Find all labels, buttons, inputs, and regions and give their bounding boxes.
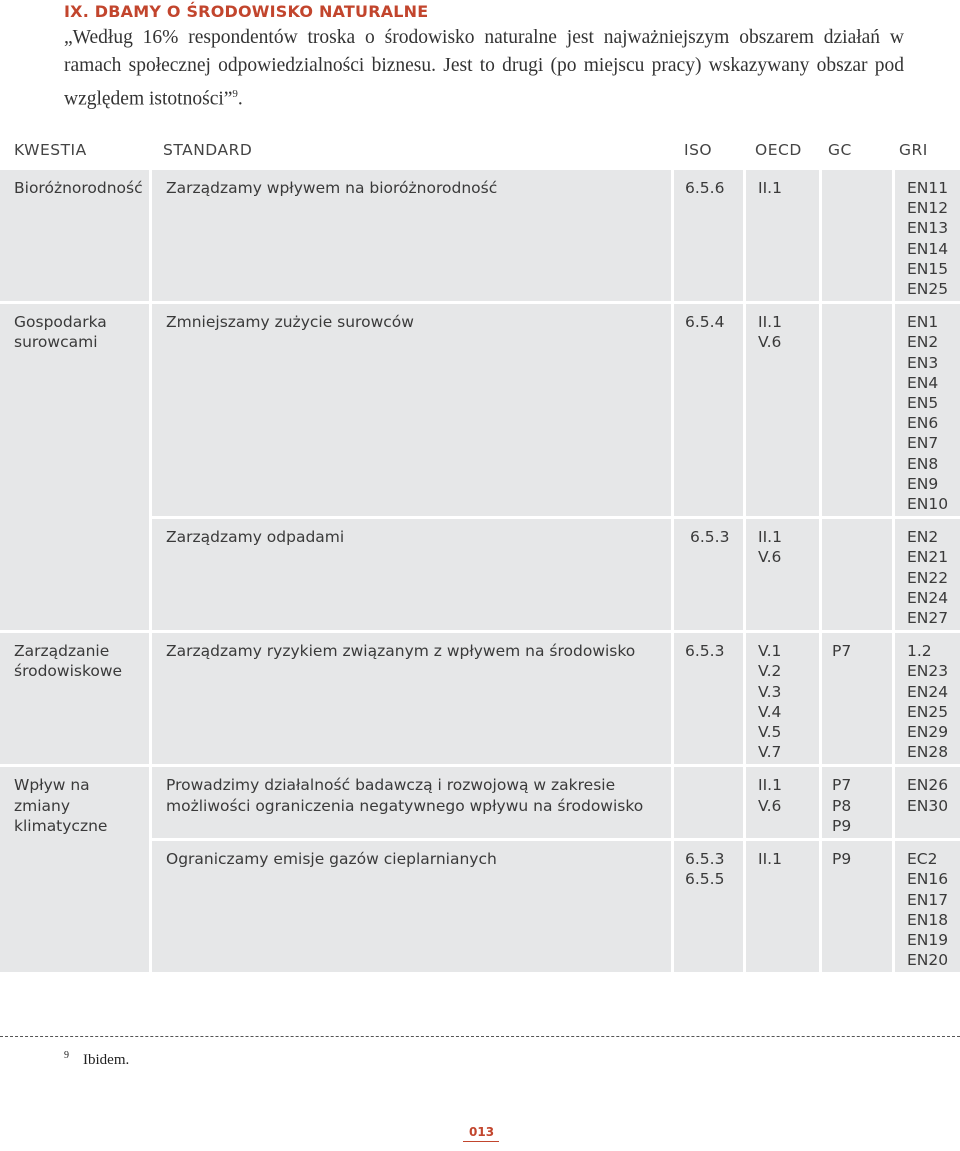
gc-cell [822, 633, 892, 764]
cell-line: P8 [832, 796, 852, 815]
cell-line: EN21 [907, 548, 949, 567]
cell-line: V.7 [758, 743, 782, 762]
gri-cell [895, 767, 960, 838]
cell-line: EN14 [907, 239, 949, 258]
gc-cell [822, 767, 892, 838]
gc-cell [822, 170, 892, 301]
section-title: IX. DBAMY O ŚRODOWISKO NATURALNE [64, 2, 429, 21]
cell-line: Zmniejszamy zużycie surowców [166, 313, 414, 332]
cell-line: II.1 [758, 179, 782, 197]
footnote-number: 9 [64, 1050, 69, 1061]
cell-line: EN13 [907, 219, 949, 238]
cell-line: EN1 [907, 313, 939, 332]
table-row [0, 304, 960, 516]
cell-line: V.3 [758, 682, 782, 701]
cell-line: Bioróżnorodność [14, 179, 143, 197]
gri-cell [895, 304, 960, 516]
standard-cell [152, 633, 671, 764]
footnote-ref: 9 [232, 88, 238, 100]
header-standard: STANDARD [163, 141, 253, 159]
gri-cell [895, 633, 960, 764]
intro-text: „Według 16% respondentów troska o środowisko naturalne jest najważniejszym obszarem działań w ramach społecznej odpowiedzialności biznesu. Jest to drugi (po miejscu pracy) wskazywany obszar pod względem istotności” [64, 27, 904, 110]
cell-line: 1.2 [907, 642, 932, 661]
cell-line: EN11 [907, 179, 949, 197]
oecd-cell [746, 304, 819, 516]
cell-line: EN7 [907, 434, 939, 453]
cell-line: Ograniczamy emisje gazów cieplarnianych [166, 850, 497, 869]
standard-cell [152, 841, 671, 972]
cell-line: II.1 [758, 776, 782, 795]
cell-line: EN23 [907, 662, 949, 681]
footnote [64, 1050, 129, 1069]
cell-line: środowiskowe [14, 662, 123, 681]
cell-line: EN3 [907, 353, 939, 372]
cell-line: V.6 [758, 548, 782, 567]
table-row [0, 633, 960, 764]
cell-line: EN30 [907, 796, 949, 815]
cell-line: EC2 [907, 850, 938, 869]
intro-end: . [237, 88, 243, 110]
gri-cell [895, 841, 960, 972]
issue-cell [0, 767, 149, 972]
iso-cell [674, 767, 743, 838]
cell-line: EN22 [907, 568, 949, 587]
cell-line: 6.5.3 [685, 642, 725, 661]
table-row [0, 767, 960, 838]
cell-line: II.1 [758, 850, 782, 869]
oecd-cell [746, 519, 819, 630]
table-body [0, 170, 960, 972]
cell-line: Prowadzimy działalność badawczą i rozwojową w zakresie [166, 776, 616, 795]
cell-line: P7 [832, 776, 852, 795]
cell-line: V.5 [758, 723, 782, 742]
cell-line: możliwości ograniczenia negatywnego wpływu na środowisko [166, 796, 644, 815]
cell-line: EN27 [907, 609, 949, 628]
standard-cell [152, 519, 671, 630]
cell-line: Gospodarka [14, 313, 107, 332]
iso-cell [674, 519, 743, 630]
cell-line: EN20 [907, 951, 949, 970]
cell-line: EN2 [907, 333, 939, 352]
page-number: 013 [469, 1125, 495, 1139]
cell-line: EN24 [907, 682, 949, 701]
cell-line: EN6 [907, 414, 939, 433]
cell-line: V.4 [758, 702, 782, 721]
cell-line: EN25 [907, 280, 949, 299]
cell-line: 6.5.5 [685, 870, 725, 889]
gri-cell [895, 519, 960, 630]
gc-cell [822, 841, 892, 972]
iso-cell [674, 304, 743, 516]
cell-line: 6.5.6 [685, 179, 725, 197]
cell-line: II.1 [758, 528, 782, 547]
cell-line: 6.5.3 [690, 528, 730, 547]
iso-cell [674, 170, 743, 301]
oecd-cell [746, 767, 819, 838]
cell-line: klimatyczne [14, 816, 108, 835]
cell-line: EN5 [907, 394, 939, 413]
oecd-cell [746, 633, 819, 764]
cell-line: EN28 [907, 743, 949, 762]
iso-cell [674, 633, 743, 764]
iso-cell [674, 841, 743, 972]
cell-line: EN16 [907, 870, 949, 889]
table-row [0, 170, 960, 301]
footnote-text: Ibidem. [83, 1052, 130, 1068]
cell-line: V.2 [758, 662, 782, 681]
gc-cell [822, 304, 892, 516]
cell-line: zmiany [14, 796, 71, 815]
cell-line: V.1 [758, 642, 782, 661]
oecd-cell [746, 170, 819, 301]
gc-cell [822, 519, 892, 630]
cell-line: P9 [832, 816, 852, 835]
cell-line: EN17 [907, 890, 949, 909]
cell-line: Zarządzamy ryzykiem związanym z wpływem na środowisko [166, 642, 636, 661]
cell-line: 6.5.4 [685, 313, 725, 332]
standard-cell [152, 304, 671, 516]
issue-cell [0, 170, 149, 301]
page-number-underline [463, 1141, 499, 1142]
cell-line: EN29 [907, 723, 949, 742]
header-gc: GC [828, 141, 852, 159]
header-oecd: OECD [755, 141, 802, 159]
cell-line: EN18 [907, 910, 949, 929]
cell-line: EN2 [907, 528, 939, 547]
cell-line: EN25 [907, 702, 949, 721]
oecd-cell [746, 841, 819, 972]
standard-cell [152, 767, 671, 838]
cell-line: Zarządzamy odpadami [166, 528, 345, 547]
cell-line: EN10 [907, 495, 949, 514]
gri-cell [895, 170, 960, 301]
standard-cell [152, 170, 671, 301]
cell-line: surowcami [14, 333, 98, 352]
intro-paragraph [64, 24, 904, 114]
cell-line: EN15 [907, 259, 949, 278]
cell-line: EN12 [907, 199, 949, 218]
cell-line: Zarządzanie [14, 642, 110, 661]
cell-line: EN26 [907, 776, 949, 795]
header-gri: GRI [899, 141, 928, 159]
cell-line: EN9 [907, 474, 939, 493]
cell-line: EN4 [907, 373, 939, 392]
cell-line: Zarządzamy wpływem na bioróżnorodność [166, 179, 498, 197]
cell-line: P7 [832, 642, 852, 661]
header-iso: ISO [684, 141, 713, 159]
issue-cell [0, 304, 149, 630]
cell-line: P9 [832, 850, 852, 869]
issue-cell [0, 633, 149, 764]
header-issue: KWESTIA [14, 141, 87, 159]
cell-line: EN8 [907, 454, 939, 473]
cell-line: EN24 [907, 588, 949, 607]
cell-line: 6.5.3 [685, 850, 725, 869]
cell-line: V.6 [758, 333, 782, 352]
footnote-divider [0, 1036, 960, 1037]
cell-line: Wpływ na [14, 776, 90, 795]
standards-table [0, 167, 960, 975]
cell-line: V.6 [758, 796, 782, 815]
cell-line: II.1 [758, 313, 782, 332]
cell-line: EN19 [907, 930, 949, 949]
